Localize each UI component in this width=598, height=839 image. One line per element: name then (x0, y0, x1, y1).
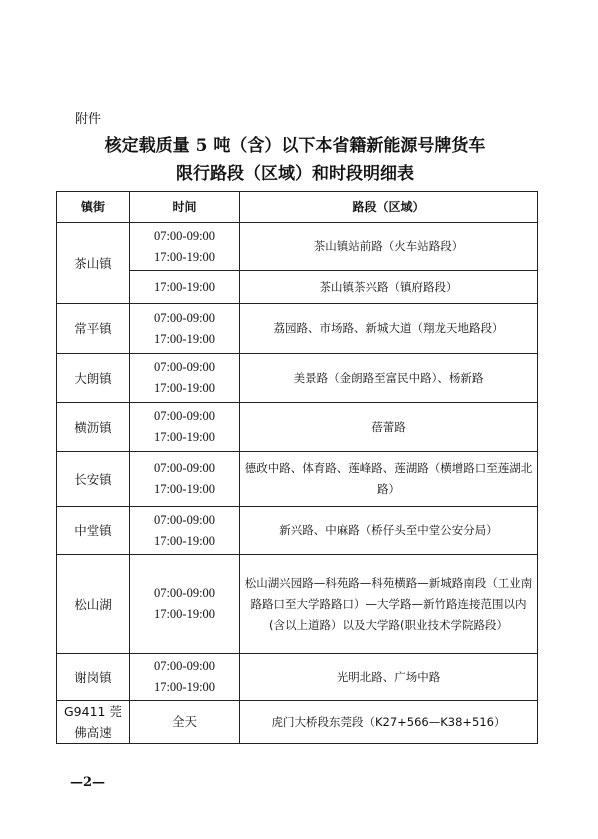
table-row (57, 452, 538, 507)
time-cell (130, 271, 240, 304)
time-cell (130, 507, 240, 555)
table-row (57, 654, 538, 701)
time-range: 07:00-09:00 (153, 228, 216, 243)
time-range: 07:00-09:00 (153, 409, 216, 423)
road-cell: 虎门大桥段东莞段（K27+566—K38+516） (240, 701, 538, 744)
time-range: 07:00-09:00 (153, 461, 216, 475)
time-range: 07:00-09:00 (153, 512, 216, 527)
road-cell: 光明北路、广场中路 (240, 654, 538, 701)
time-cell (130, 354, 240, 403)
attachment-label: 附件 (75, 112, 102, 127)
time-cell (130, 452, 240, 507)
table-row (57, 304, 538, 354)
time-cell (130, 403, 240, 452)
time-range: 17:00-19:00 (153, 430, 216, 444)
road-cell: 蓓蕾路 (240, 403, 538, 452)
table-row (57, 555, 538, 654)
header-time: 时间 (130, 192, 240, 223)
table-row (57, 354, 538, 403)
table-row (57, 271, 538, 304)
road-cell: 德政中路、体育路、莲峰路、莲湖路（横增路口至莲湖北路） (240, 452, 538, 507)
road-cell: 荔园路、市场路、新城大道（翔龙天地路段） (240, 304, 538, 354)
time-range: 17:00-19:00 (153, 249, 216, 264)
road-cell: 新兴路、中麻路（桥仔头至中堂公安分局） (240, 507, 538, 555)
town-cell: 松山湖 (57, 555, 130, 654)
time-range: 07:00-09:00 (153, 360, 216, 374)
title-line-2: 限行路段（区域）和时段明细表 (176, 164, 414, 184)
town-cell: 大朗镇 (57, 354, 130, 403)
time-range: 07:00-09:00 (153, 659, 216, 673)
restriction-table (56, 191, 538, 744)
time-range: 17:00-19:00 (153, 381, 216, 395)
town-cell: 谢岗镇 (57, 654, 130, 701)
table-row (57, 223, 538, 271)
time-range: 17:00-19:00 (153, 680, 216, 694)
table-header-row (57, 192, 538, 223)
table-row (57, 403, 538, 452)
time-cell (130, 701, 240, 744)
time-range: 17:00-19:00 (153, 482, 216, 496)
road-cell: 茶山镇茶兴路（镇府路段） (240, 271, 538, 304)
time-cell (130, 223, 240, 271)
time-range: 17:00-19:00 (153, 533, 216, 548)
page-number: —2— (70, 775, 106, 790)
town-cell: 横沥镇 (57, 403, 130, 452)
town-cell: 常平镇 (57, 304, 130, 354)
table-row (57, 701, 538, 744)
road-cell: 茶山镇站前路（火车站路段） (240, 223, 538, 271)
road-cell: 美景路（金朗路至富民中路）、杨新路 (240, 354, 538, 403)
road-cell: 松山湖兴园路—科苑路—科苑横路—新城路南段（工业南路路口至大学路路口）—大学路—新竹路连接范围以内(含以上道路）以及大学路(职业技术学院路段） (240, 555, 538, 654)
town-cell: G9411 莞佛高速 (57, 701, 130, 744)
time-cell (130, 304, 240, 354)
town-cell: 长安镇 (57, 452, 130, 507)
time-range: 07:00-09:00 (153, 586, 216, 600)
header-town: 镇街 (57, 192, 130, 223)
time-range: 全天 (171, 714, 197, 729)
time-cell (130, 555, 240, 654)
header-road: 路段（区域） (240, 192, 538, 223)
town-cell: 茶山镇 (57, 223, 130, 304)
time-range: 17:00-19:00 (153, 331, 216, 346)
title-line-1: 核定载质量 5 吨（含）以下本省籍新能源号牌货车 (104, 136, 486, 156)
time-range: 17:00-19:00 (153, 607, 216, 621)
table-row (57, 507, 538, 555)
town-cell: 中堂镇 (57, 507, 130, 555)
time-range: 07:00-09:00 (153, 310, 216, 325)
time-range: 17:00-19:00 (153, 279, 216, 294)
time-cell (130, 654, 240, 701)
